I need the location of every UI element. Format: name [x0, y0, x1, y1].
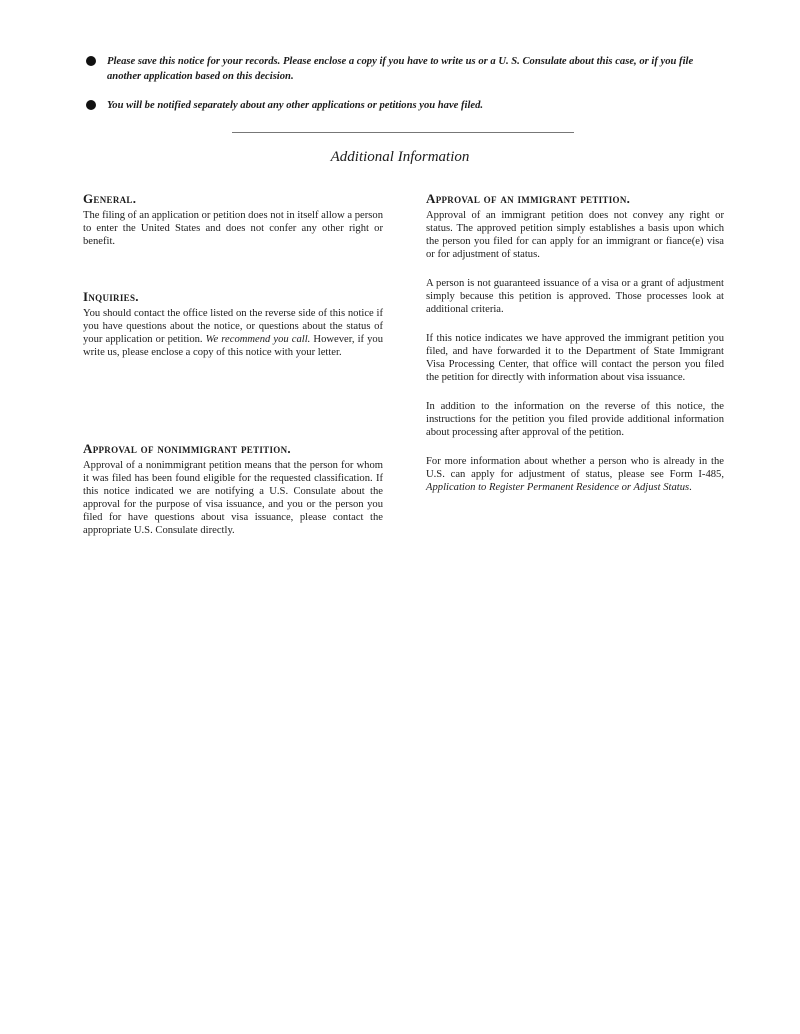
- section-title: Approval of an immigrant petition.: [426, 191, 631, 206]
- body-emphasis: We recommend you call.: [205, 334, 311, 345]
- section-heading: Additional Information: [330, 149, 470, 165]
- bullet-notified-separately: [86, 98, 726, 113]
- section-immigrant-approval: [426, 191, 724, 494]
- section-body: [426, 455, 724, 494]
- section-body: The filing of an application or petition does not in itself allow a person to enter the United States and does not confer any other right or benefit.: [83, 210, 383, 247]
- section-title: Approval of nonimmigrant petition.: [83, 441, 291, 456]
- bullet-dot-icon: [86, 100, 96, 110]
- section-nonimmigrant-approval: [83, 441, 383, 537]
- body-text: For more information about whether a person who is already in the U.S. can apply for adjustment of status, please see Form I-485,: [426, 456, 724, 480]
- section-body: Approval of an immigrant petition does not convey any right or status. The approved petition simply establishes a basis upon which the person you filed for can apply for an immigrant or fiance(e) visa or for adjustment of status.: [426, 210, 724, 260]
- left-column: [83, 191, 383, 537]
- section-title: General.: [83, 191, 137, 206]
- section-body: A person is not guaranteed issuance of a visa or a grant of adjustment simply because this petition is approved. Those processes look at additional criteria.: [426, 278, 724, 315]
- section-inquiries: [83, 289, 383, 441]
- bullet-text: Please save this notice for your records. Please enclose a copy if you have to write us or a U. S. Consulate about this case, or if you file another application based on this decision.: [107, 56, 694, 82]
- body-text: .: [689, 482, 692, 493]
- section-title: Inquiries.: [83, 289, 139, 304]
- section-general: [83, 191, 383, 289]
- body-text: However, if you write us, please enclose a copy of this notice with your letter.: [83, 334, 384, 358]
- notice-bullets: [86, 54, 726, 127]
- section-body: If this notice indicates we have approved the immigrant petition you filed, and have forwarded it to the Department of State Immigrant Visa Processing Center, that office will contact the person you filed the petition for directly with information about visa issuance.: [426, 333, 724, 383]
- section-body: In addition to the information on the reverse of this notice, the instructions for the petition you filed provide additional information about processing after approval of the petition.: [426, 401, 724, 438]
- right-column: [426, 191, 724, 510]
- bullet-text: You will be notified separately about any other applications or petitions you have filed.: [107, 100, 484, 111]
- section-body: [83, 307, 383, 359]
- section-body: Approval of a nonimmigrant petition means that the person for whom it was filed has been found eligible for the requested classification. If this notice indicated we are notifying a U.S. Consulate about the approval for the purpose of visa issuance, and you or the person you filed for have questions about visa issuance, please contact the appropriate U.S. Consulate directly.: [83, 460, 383, 536]
- bullet-save-notice: [86, 54, 726, 84]
- body-emphasis: Application to Register Permanent Residence or Adjust Status: [426, 482, 690, 493]
- body-text: You should contact the office listed on the reverse side of this notice if you have questions about the notice, or questions about the status of your application or petition.: [83, 308, 383, 345]
- bullet-dot-icon: [86, 56, 96, 66]
- divider-rule: [232, 132, 574, 133]
